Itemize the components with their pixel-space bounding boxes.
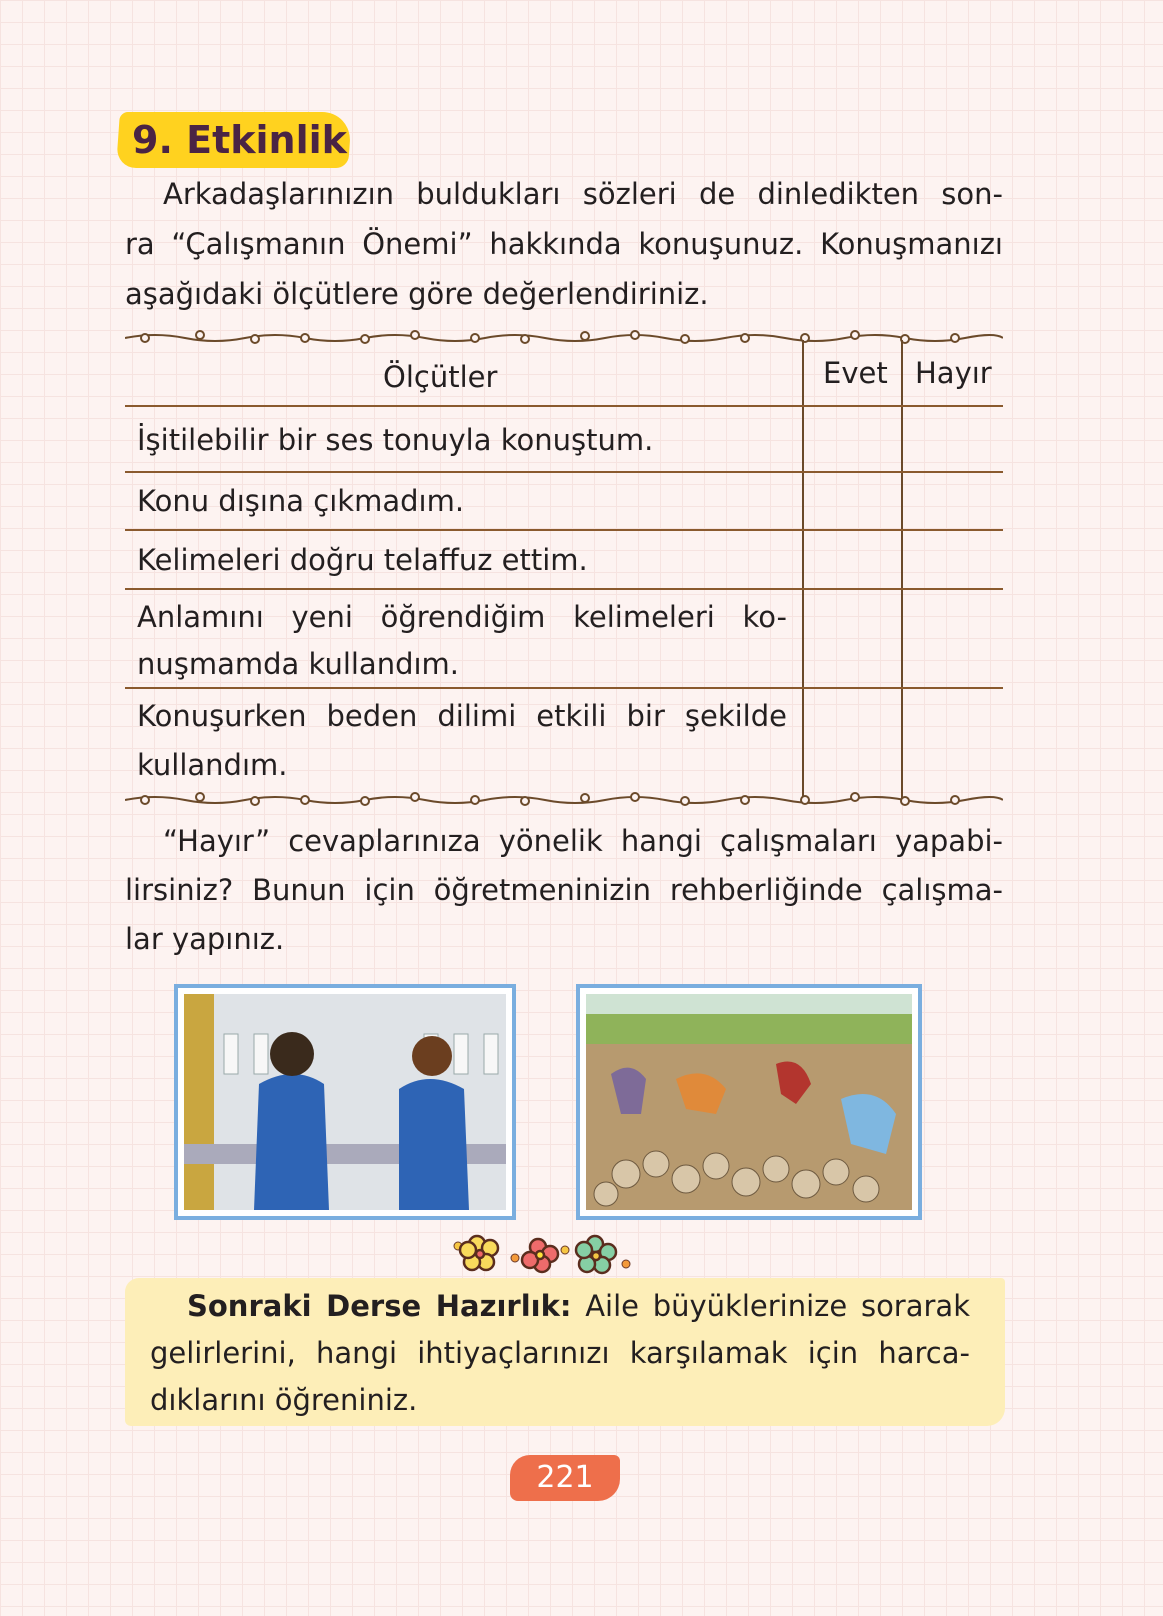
prep-line: gelirlerini, hangi ihtiyaçlarınızı karşılamak için harca- (150, 1336, 970, 1370)
followup-line: “Hayır” cevaplarınıza yönelik hangi çalışmaları yapabi- (163, 824, 1003, 858)
flowers-decoration (450, 1232, 635, 1280)
intro-line: ra “Çalışmanın Önemi” hakkında konuşunuz. Konuşmanızı (125, 227, 1003, 261)
intro-line: aşağıdaki ölçütlere göre değerlendiriniz. (125, 277, 709, 311)
prep-text: Aile büyüklerinize sorarak (585, 1289, 970, 1323)
criterion-row: İşitilebilir bir ses tonuyla konuştum. (137, 423, 654, 457)
criterion-row: Konuşurken beden dilimi etkili bir şekilde (137, 699, 787, 733)
prep-line: dıklarını öğreniniz. (150, 1383, 418, 1417)
prep-label: Sonraki Derse Hazırlık: (187, 1289, 572, 1323)
followup-line: lirsiniz? Bunun için öğretmeninizin rehberliğinde çalışma- (125, 873, 1003, 907)
criterion-row: Kelimeleri doğru telaffuz ettim. (137, 543, 588, 577)
followup-line: lar yapınız. (125, 922, 285, 956)
header-no: Hayır (915, 356, 992, 390)
criterion-row: Anlamını yeni öğrendiğim kelimeleri ko- (137, 600, 787, 634)
criterion-row: Konu dışına çıkmadım. (137, 484, 465, 518)
page-number: 221 (510, 1455, 620, 1501)
header-criteria: Ölçütler (383, 360, 498, 394)
header-yes: Evet (823, 356, 888, 390)
criterion-row-cont: nuşmamda kullandım. (137, 647, 460, 681)
wavy-border-top (125, 330, 1003, 346)
potato-harvest-illustration (580, 988, 918, 1216)
prep-line (187, 1286, 970, 1326)
activity-title: 9. Etkinlik (132, 118, 347, 162)
factory-workers-illustration (178, 988, 512, 1216)
wavy-border-bottom (125, 792, 1003, 808)
criterion-row-cont: kullandım. (137, 748, 288, 782)
intro-line: Arkadaşlarınızın buldukları sözleri de dinledikten son- (163, 177, 1003, 211)
